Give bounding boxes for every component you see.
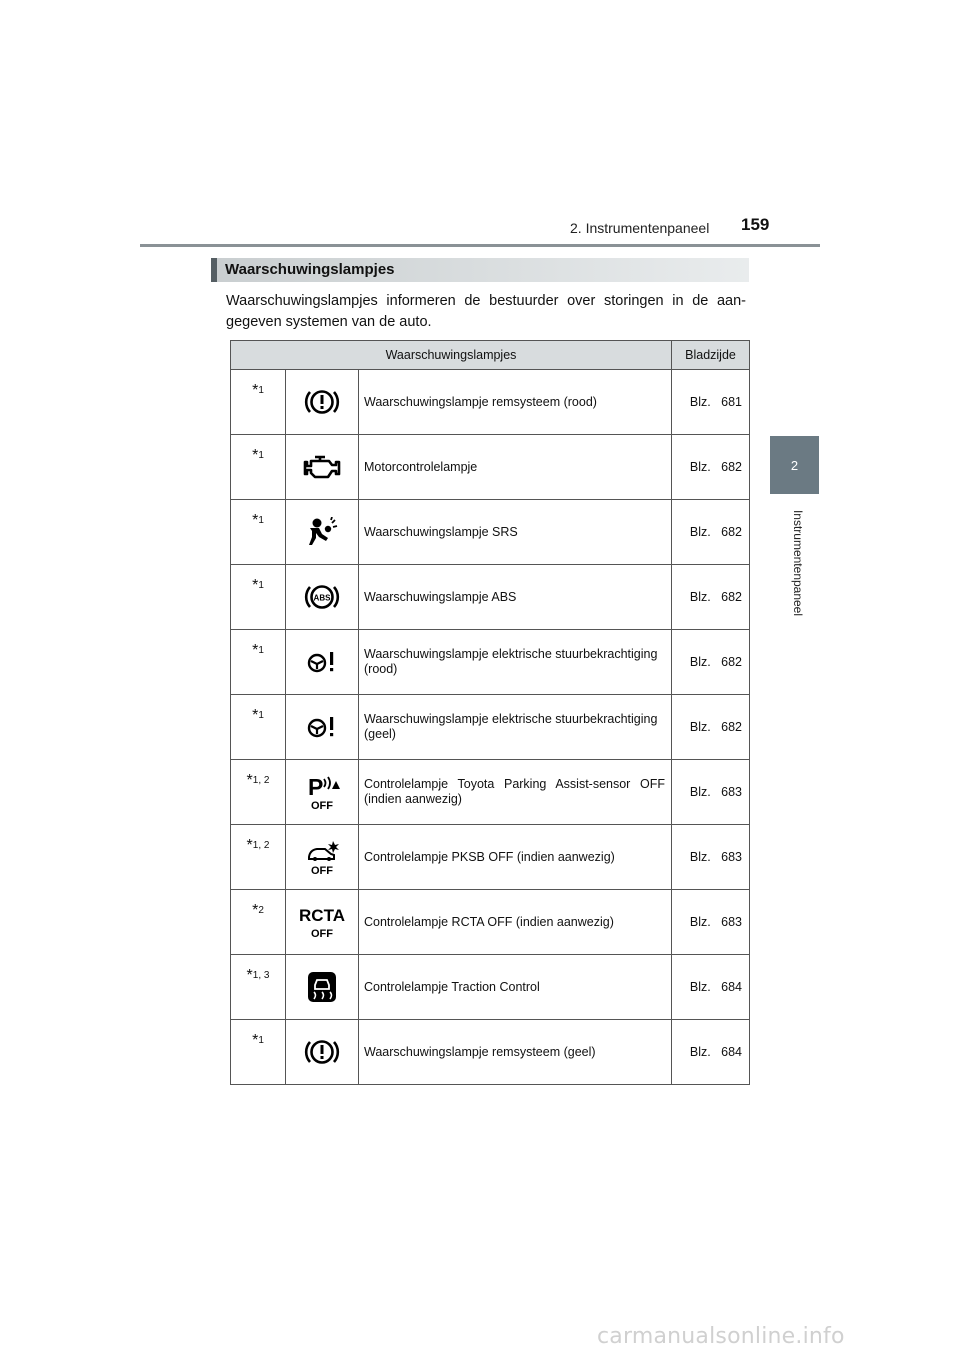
footnote-star: * [252, 902, 259, 919]
section-heading [211, 258, 749, 282]
description-cell: Waarschuwingslampje elektrische stuurbekrachtiging (rood) [359, 630, 672, 695]
table-row [231, 435, 750, 500]
footnote-ref: 1, 2 [252, 775, 270, 786]
column-header-page: Bladzijde [672, 341, 750, 370]
table-row [231, 695, 750, 760]
footnote-star: * [246, 772, 253, 789]
warning-lights-table [230, 340, 750, 1085]
page-ref-cell[interactable]: Blz. 681 [672, 370, 750, 435]
page-number: 159 [741, 215, 770, 234]
icon-cell [286, 955, 359, 1020]
footnote-cell [231, 370, 286, 435]
footnote-star: * [252, 707, 259, 724]
footnote-ref: 1 [258, 645, 264, 656]
brake-warning-icon [304, 1037, 340, 1067]
page-ref-cell[interactable]: Blz. 682 [672, 630, 750, 695]
footnote-cell [231, 955, 286, 1020]
description-cell: Controlelampje Toyota Parking Assist-sensor OFF (indien aanwezig) [359, 760, 672, 825]
footnote-star: * [252, 512, 259, 529]
table-row [231, 890, 750, 955]
abs-icon-text: ABS [313, 593, 331, 603]
icon-cell [286, 630, 359, 695]
page-ref-cell[interactable]: Blz. 682 [672, 565, 750, 630]
footnote-cell [231, 825, 286, 890]
page-ref-cell[interactable]: Blz. 684 [672, 955, 750, 1020]
footnote-star: * [252, 577, 259, 594]
rcta-text: RCTA [299, 906, 345, 925]
footnote-ref: 1, 3 [252, 970, 270, 981]
abs-icon [304, 582, 340, 612]
footnote-ref: 1 [258, 1035, 264, 1046]
intro-paragraph: Waarschuwingslampjes informeren de bestuurder over storingen in de aan-gegeven systemen van de auto. [226, 293, 746, 330]
off-text: OFF [311, 800, 333, 811]
page-ref-cell[interactable]: Blz. 682 [672, 695, 750, 760]
parking-assist-off-icon [302, 773, 342, 811]
srs-airbag-icon [304, 517, 340, 547]
power-steering-icon [304, 648, 340, 676]
page-ref-cell[interactable]: Blz. 684 [672, 1020, 750, 1085]
off-text: OFF [311, 928, 333, 940]
check-engine-icon [303, 453, 341, 481]
icon-cell [286, 890, 359, 955]
parking-p-text: P [308, 774, 324, 800]
page-ref-cell[interactable]: Blz. 683 [672, 760, 750, 825]
description-cell: Controlelampje RCTA OFF (indien aanwezig) [359, 890, 672, 955]
description-cell: Controlelampje Traction Control [359, 955, 672, 1020]
footnote-star: * [252, 447, 259, 464]
footnote-cell [231, 890, 286, 955]
table-row [231, 760, 750, 825]
footnote-cell [231, 435, 286, 500]
icon-cell [286, 370, 359, 435]
icon-cell [286, 695, 359, 760]
chapter-tab-number: 2 [790, 457, 799, 473]
table-row [231, 500, 750, 565]
header-divider [140, 244, 820, 247]
traction-control-icon [307, 971, 337, 1003]
table-row [231, 565, 750, 630]
footnote-star: * [246, 967, 253, 984]
page-ref-cell[interactable]: Blz. 682 [672, 500, 750, 565]
footnote-ref: 1 [258, 710, 264, 721]
footnote-cell [231, 1020, 286, 1085]
section-title: Waarschuwingslampjes [225, 261, 395, 278]
footnote-cell [231, 565, 286, 630]
description-cell: Controlelampje PKSB OFF (indien aanwezig) [359, 825, 672, 890]
brake-warning-icon [304, 387, 340, 417]
icon-cell [286, 435, 359, 500]
table-header-row [231, 341, 750, 370]
table-row [231, 630, 750, 695]
description-cell: Waarschuwingslampje SRS [359, 500, 672, 565]
footnote-star: * [252, 382, 259, 399]
description-cell: Waarschuwingslampje ABS [359, 565, 672, 630]
section-accent [211, 258, 217, 282]
table-row [231, 825, 750, 890]
watermark[interactable]: carmanualsonline.info [597, 1324, 845, 1349]
footnote-cell [231, 500, 286, 565]
footnote-ref: 1 [258, 580, 264, 591]
footnote-ref: 2 [258, 905, 264, 916]
table-row [231, 955, 750, 1020]
chapter-tab-label: Instrumentenpaneel [791, 509, 805, 617]
icon-cell [286, 565, 359, 630]
table-row [231, 370, 750, 435]
icon-cell [286, 760, 359, 825]
footnote-ref: 1 [258, 385, 264, 396]
rcta-off-icon [296, 903, 348, 941]
footnote-star: * [252, 1032, 259, 1049]
off-text: OFF [311, 865, 333, 877]
page-ref-cell[interactable]: Blz. 682 [672, 435, 750, 500]
table-row [231, 1020, 750, 1085]
footnote-cell [231, 695, 286, 760]
power-steering-icon [304, 713, 340, 741]
icon-cell [286, 825, 359, 890]
footnote-ref: 1, 2 [252, 840, 270, 851]
description-cell: Waarschuwingslampje remsysteem (geel) [359, 1020, 672, 1085]
chapter-title: 2. Instrumentenpaneel [570, 220, 710, 236]
footnote-cell [231, 760, 286, 825]
footnote-cell [231, 630, 286, 695]
icon-cell [286, 1020, 359, 1085]
footnote-star: * [246, 837, 253, 854]
description-cell: Waarschuwingslampje remsysteem (rood) [359, 370, 672, 435]
pksb-off-icon [302, 837, 342, 877]
footnote-ref: 1 [258, 515, 264, 526]
description-cell: Waarschuwingslampje elektrische stuurbekrachtiging (geel) [359, 695, 672, 760]
footnote-star: * [252, 642, 259, 659]
footnote-ref: 1 [258, 450, 264, 461]
page-ref-cell[interactable]: Blz. 683 [672, 825, 750, 890]
column-header-warning-lights: Waarschuwingslampjes [231, 341, 672, 370]
icon-cell [286, 500, 359, 565]
description-cell: Motorcontrolelampje [359, 435, 672, 500]
page-ref-cell[interactable]: Blz. 683 [672, 890, 750, 955]
